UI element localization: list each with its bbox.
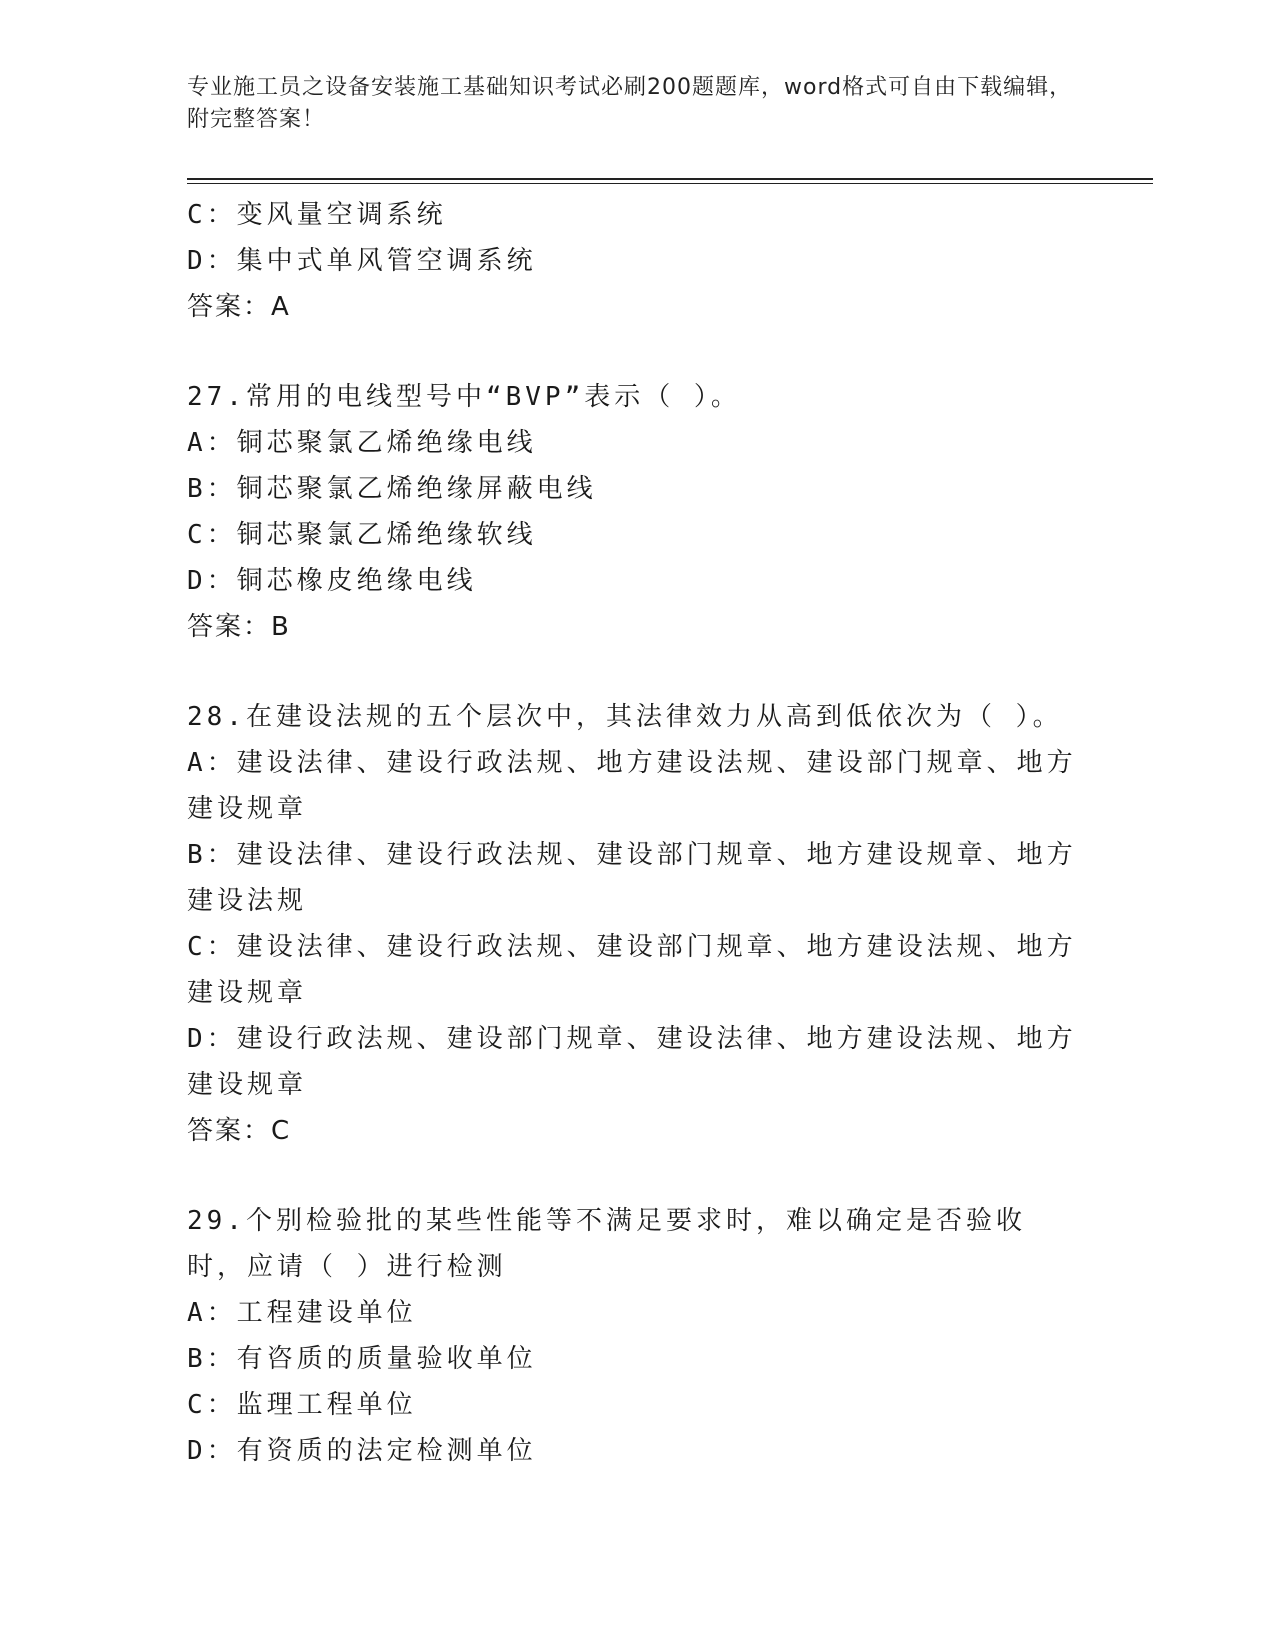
header-divider-thin — [187, 183, 1153, 184]
question-block-29 — [187, 1198, 1087, 1474]
question-stem: 27.常用的电线型号中“BVP”表示（ ）。 — [187, 382, 741, 412]
option-d: D：有资质的法定检测单位 — [187, 1436, 537, 1466]
question-block-28 — [187, 694, 1087, 1154]
option-b: B：建设法律、建设行政法规、建设部门规章、地方建设规章、地方建设法规 — [187, 840, 1077, 916]
answer-label: 答案：B — [187, 612, 291, 642]
option-b: B：铜芯聚氯乙烯绝缘屏蔽电线 — [187, 474, 597, 504]
question-block-26 — [187, 192, 1087, 330]
option-a: A：建设法律、建设行政法规、地方建设法规、建设部门规章、地方建设规章 — [187, 748, 1077, 824]
header-text: 专业施工员之设备安装施工基础知识考试必刷200题题库，word格式可自由下载编辑，附完整答案！ — [187, 75, 1073, 132]
answer-label: 答案：A — [187, 292, 291, 322]
header-divider-thick — [187, 178, 1153, 180]
option-d: D：集中式单风管空调系统 — [187, 246, 537, 276]
option-d: D：铜芯橡皮绝缘电线 — [187, 566, 477, 596]
option-a: A：工程建设单位 — [187, 1298, 417, 1328]
option-c: C：监理工程单位 — [187, 1390, 417, 1420]
option-c: C：铜芯聚氯乙烯绝缘软线 — [187, 520, 537, 550]
question-stem: 28.在建设法规的五个层次中，其法律效力从高到低依次为（ ）。 — [187, 702, 1063, 732]
option-a: A：铜芯聚氯乙烯绝缘电线 — [187, 428, 537, 458]
option-c: C：建设法律、建设行政法规、建设部门规章、地方建设法规、地方建设规章 — [187, 932, 1077, 1008]
question-stem: 29.个别检验批的某些性能等不满足要求时，难以确定是否验收时，应请（ ）进行检测 — [187, 1206, 1026, 1282]
question-block-27 — [187, 374, 1087, 650]
document-header — [187, 72, 1087, 136]
option-b: B：有咨质的质量验收单位 — [187, 1344, 537, 1374]
answer-label: 答案：C — [187, 1116, 292, 1146]
document-body — [187, 192, 1087, 1474]
option-c: C：变风量空调系统 — [187, 200, 447, 230]
option-d: D：建设行政法规、建设部门规章、建设法律、地方建设法规、地方建设规章 — [187, 1024, 1077, 1100]
